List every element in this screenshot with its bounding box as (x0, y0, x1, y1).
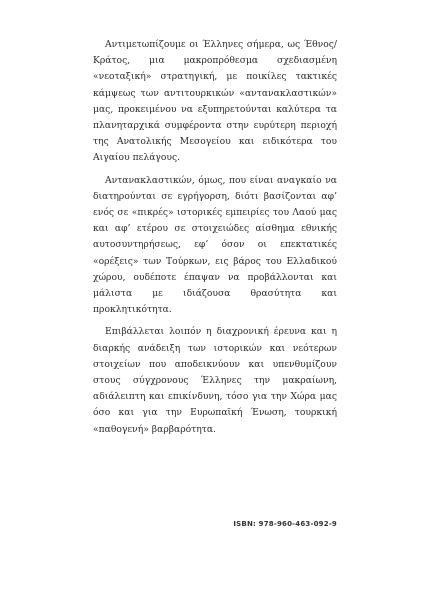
body-text (93, 37, 337, 438)
isbn-label: ISBN: 978-960-463-092-9 (233, 520, 337, 528)
paragraph-1: Αντιμετωπίζουμε οι Έλληνες σήμερα, ως Έθνος/Κράτος, μια μακροπρόθεσμα σχεδιασμένη «νεοταξική» στρατηγική, με ποικίλες τακτικές κάμψεως των αντιτουρκικών «αντανακλαστικών» μας, προκειμένου να εξυπηρετούνται καλύτερα τα πλανηταρχικά συμφέροντα στην ευρύτερη περιοχή της Ανατολικής Μεσογείου και ειδικότερα του Αιγαίου πελάγους. (93, 39, 337, 164)
paragraph-2: Αντανακλαστικών, όμως, που είναι αναγκαίο να διατηρούνται σε εγρήγορση, διότι βασίζονται αφ’ ενός σε «πικρές» ιστορικές εμπειρίες του Λαού μας και αφ’ ετέρου σε στοιχειώδες αίσθημα εθνικής αυτοσυντηρήσεως, εφ’ όσον οι επεκτατικές «ορέξεις» των Τούρκων, εις βάρος του Ελλαδικού χώρου, ουδέποτε έπαψαν να προβάλλονται και μάλιστα με ιδιάζουσα θρασύτητα και προκλητικότητα. (93, 174, 337, 316)
paragraph-3: Επιβάλλεται λοιπόν η διαχρονική έρευνα και η διαρκής ανάδειξη των ιστορικών και νεότερων στοιχείων που αποδεικνύουν και υπενθυμίζουν στους σύγχρονους Έλληνες την μακραίωνη, αδιάλειπτη και επικίνδυνη, τόσο για την Χώρα μας όσο και για την Ευρωπαϊκή Ένωση, τουρκική «παθογενή» βαρβαρότητα. (93, 326, 337, 435)
